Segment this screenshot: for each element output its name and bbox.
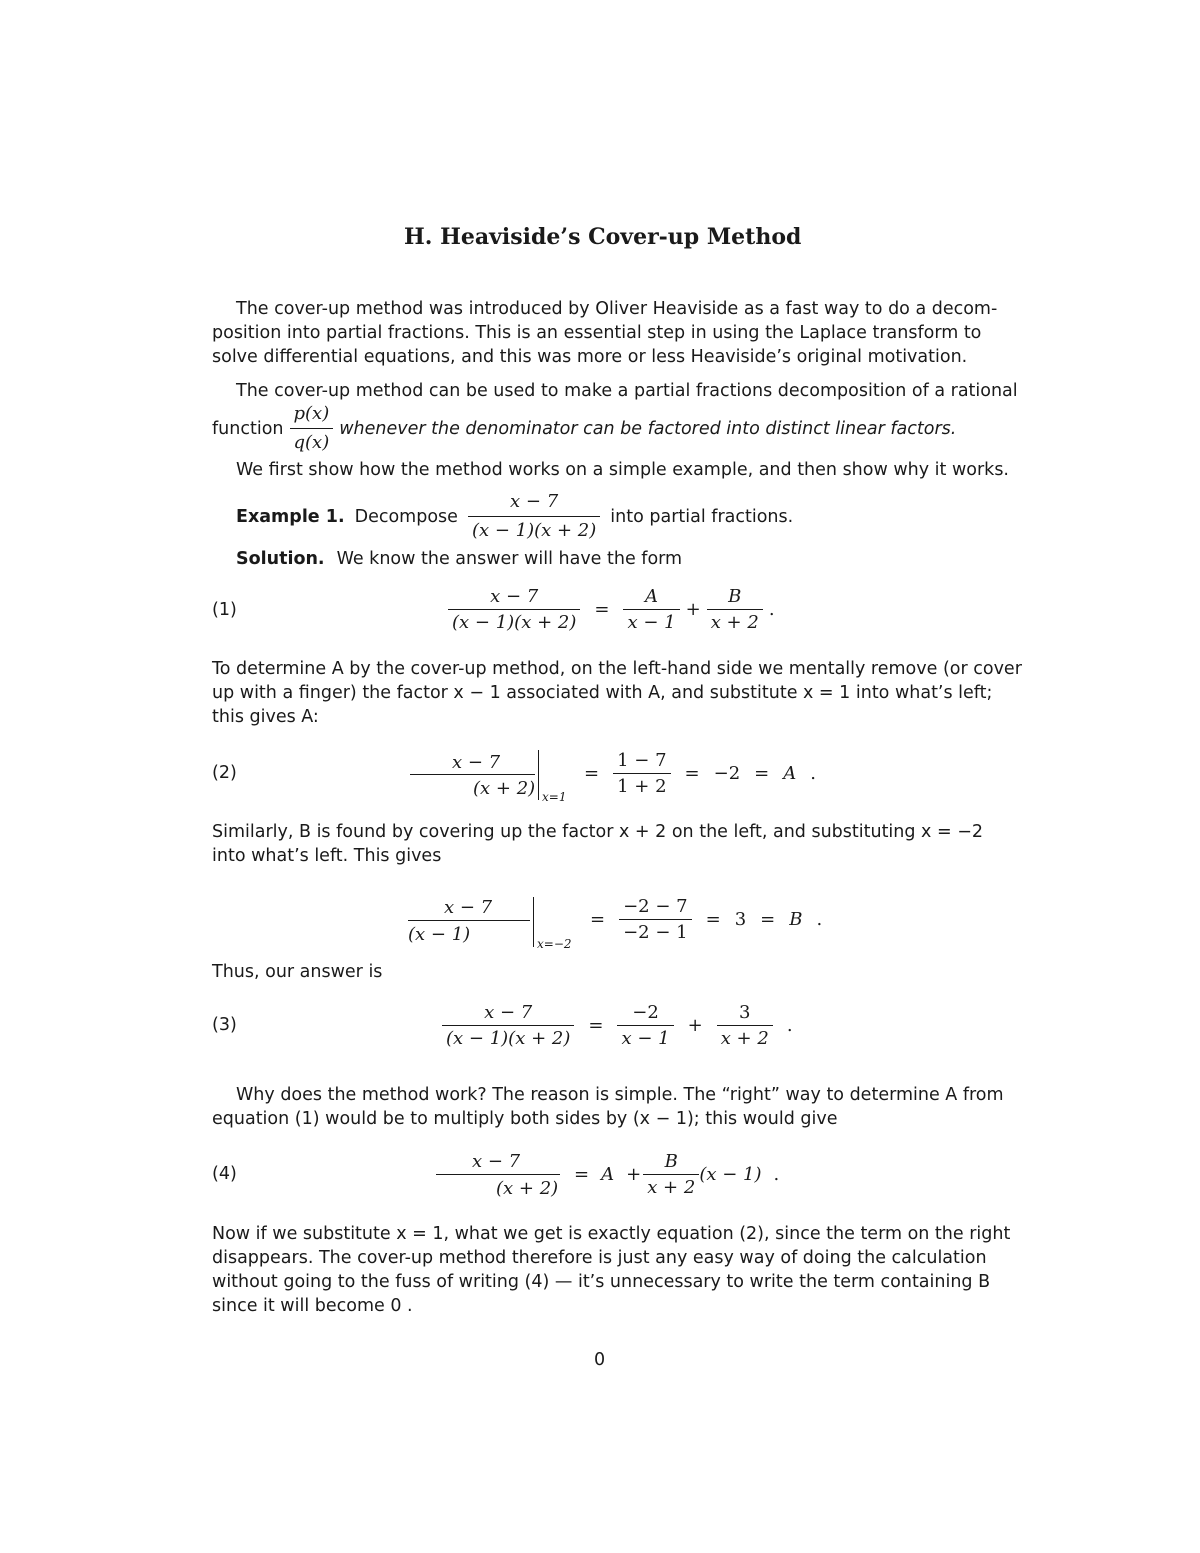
eqb-rhs: [590, 896, 822, 943]
equals-sign: =: [705, 909, 721, 930]
eq2-evaluation-subscript: x=1: [542, 790, 567, 804]
period: .: [810, 763, 816, 784]
fraction-numerator: x − 7: [510, 491, 559, 512]
example-rest: into partial fractions.: [610, 506, 794, 527]
paragraph-8-line-2: disappears. The cover-up method therefore is just any easy way of doing the calculation: [212, 1248, 987, 1268]
fraction-denominator: −2 − 1: [619, 919, 692, 943]
eqb-evaluation-bar: [533, 897, 534, 947]
pq-fraction: [290, 402, 334, 455]
fraction-numerator: −2: [632, 1002, 659, 1023]
variable: B: [789, 909, 803, 930]
equation-4-number: (4): [212, 1164, 237, 1184]
paragraph-5-line-1: Similarly, B is found by covering up the factor x + 2 on the left, and substituting x = −2: [212, 822, 983, 842]
page-number: 0: [594, 1350, 606, 1370]
fraction-numerator: x − 7: [484, 1002, 533, 1023]
equals-sign: =: [584, 763, 600, 784]
variable: A: [783, 763, 797, 784]
factor: (x − 1): [699, 1164, 762, 1185]
eq1-lhs: [448, 586, 580, 633]
eqb-numeric-fraction: [619, 896, 692, 943]
example-1: [236, 490, 793, 543]
period: .: [773, 1164, 780, 1185]
paragraph-4-line-3: this gives A:: [212, 707, 319, 727]
example-label: Example 1.: [236, 506, 345, 527]
fraction-numerator: B: [728, 586, 742, 607]
solution-line: [236, 547, 682, 571]
example-fraction: [468, 490, 600, 543]
equals-sign: =: [590, 909, 606, 930]
plus-sign: +: [685, 599, 701, 620]
eqb-fraction-bar: [408, 920, 530, 921]
equals-sign: =: [594, 599, 610, 620]
fraction-denominator: x + 2: [717, 1025, 773, 1049]
equation-1-number: (1): [212, 600, 237, 620]
equals-sign: =: [754, 763, 770, 784]
fraction-denominator: (x − 1)(x + 2): [442, 1025, 574, 1049]
paragraph-2-line-1: The cover-up method can be used to make a partial fractions decomposition of a rational: [236, 381, 1018, 401]
equals-sign: =: [588, 1015, 604, 1036]
paragraph-3: We first show how the method works on a simple example, and then show why it works.: [236, 460, 1009, 480]
paragraph-8-line-1: Now if we substitute x = 1, what we get is exactly equation (2), since the term on the right: [212, 1224, 1011, 1244]
period: .: [816, 909, 823, 930]
paragraph-6: Thus, our answer is: [212, 962, 383, 982]
fraction-denominator: x − 1: [617, 1025, 673, 1049]
paragraph-8-line-3: without going to the fuss of writing (4) — it’s unnecessary to write the term containing B: [212, 1272, 991, 1292]
fraction-denominator: (x − 1)(x + 2): [468, 516, 600, 543]
eq4-rhs: [574, 1151, 779, 1198]
eq4-lhs-numerator: x − 7: [472, 1151, 521, 1172]
fraction-numerator: A: [645, 586, 659, 607]
paragraph-8-line-4: since it will become 0 .: [212, 1296, 413, 1316]
solution-text: We know the answer will have the form: [336, 549, 683, 569]
paragraph-7-line-1: Why does the method work? The reason is simple. The “right” way to determine A from: [236, 1085, 1004, 1105]
equation-3-number: (3): [212, 1015, 237, 1035]
paragraph-7-line-2: equation (1) would be to multiply both sides by (x − 1); this would give: [212, 1109, 838, 1129]
equation-2-number: (2): [212, 763, 237, 783]
value: 3: [734, 909, 747, 930]
fraction-denominator: (x − 1)(x + 2): [448, 609, 580, 633]
paragraph-4-line-1: To determine A by the cover-up method, on the left-hand side we mentally remove (or cover: [212, 659, 1022, 679]
equation-3: [442, 1002, 793, 1049]
fraction-denominator: x − 1: [623, 609, 679, 633]
page-title: H. Heaviside’s Cover-up Method: [404, 224, 802, 250]
paragraph-4-line-2: up with a finger) the factor x − 1 associated with A, and substitute x = 1 into what’s left;: [212, 683, 993, 703]
value: −2: [713, 763, 741, 784]
variable-a: A: [601, 1164, 615, 1185]
period: .: [786, 1015, 793, 1036]
eq2-lhs-numerator: x − 7: [452, 752, 501, 773]
eq2-rhs: [584, 750, 816, 797]
paragraph-5-line-2: into what’s left. This gives: [212, 846, 442, 866]
italic-condition: whenever the denominator can be factored into distinct linear factors.: [339, 418, 957, 439]
equals-sign: =: [684, 763, 700, 784]
function-word: function: [212, 418, 284, 439]
plus-sign: +: [687, 1015, 703, 1036]
fraction-denominator: x + 2: [643, 1174, 699, 1198]
eq3-term-b: [717, 1002, 773, 1049]
eq2-lhs-denominator: (x + 2): [473, 778, 536, 799]
fraction-numerator: −2 − 7: [623, 896, 688, 917]
eqb-lhs-denominator: (x − 1): [408, 924, 471, 945]
eq2-fraction-bar: [410, 774, 535, 775]
solution-label: Solution.: [236, 549, 325, 569]
intro-line-1: The cover-up method was introduced by Oliver Heaviside as a fast way to do a decom-: [236, 299, 998, 319]
equals-sign: =: [574, 1164, 590, 1185]
eqb-lhs-numerator: x − 7: [444, 897, 493, 918]
equals-sign: =: [760, 909, 776, 930]
eq2-evaluation-bar: [538, 750, 539, 800]
fraction-numerator: B: [664, 1151, 678, 1172]
intro-line-3: solve differential equations, and this was more or less Heaviside’s original motivation.: [212, 347, 968, 367]
equation-1: [448, 586, 775, 633]
fraction-numerator: x − 7: [490, 586, 539, 607]
eq4-fraction-bar: [436, 1174, 560, 1175]
fraction-denominator: q(x): [290, 428, 334, 455]
period: .: [768, 599, 775, 620]
fraction-denominator: 1 + 2: [613, 773, 670, 797]
decompose-word: Decompose: [354, 506, 458, 527]
eq3-term-a: [617, 1002, 673, 1049]
eq4-lhs-denominator: (x + 2): [496, 1178, 559, 1199]
intro-line-2: position into partial fractions. This is an essential step in using the Laplace transform to: [212, 323, 982, 343]
fraction-denominator: x + 2: [707, 609, 763, 633]
fraction-numerator: 3: [739, 1002, 751, 1023]
eq3-lhs: [442, 1002, 574, 1049]
eq1-term-b: [707, 586, 763, 633]
eq2-numeric-fraction: [613, 750, 670, 797]
fraction-numerator: 1 − 7: [617, 750, 667, 771]
eq1-term-a: [623, 586, 679, 633]
paragraph-2-line-2: [212, 402, 956, 455]
eqb-evaluation-subscript: x=−2: [537, 937, 572, 951]
eq4-term-b: [643, 1151, 699, 1198]
fraction-numerator: p(x): [293, 403, 330, 424]
plus-sign: +: [626, 1164, 642, 1185]
